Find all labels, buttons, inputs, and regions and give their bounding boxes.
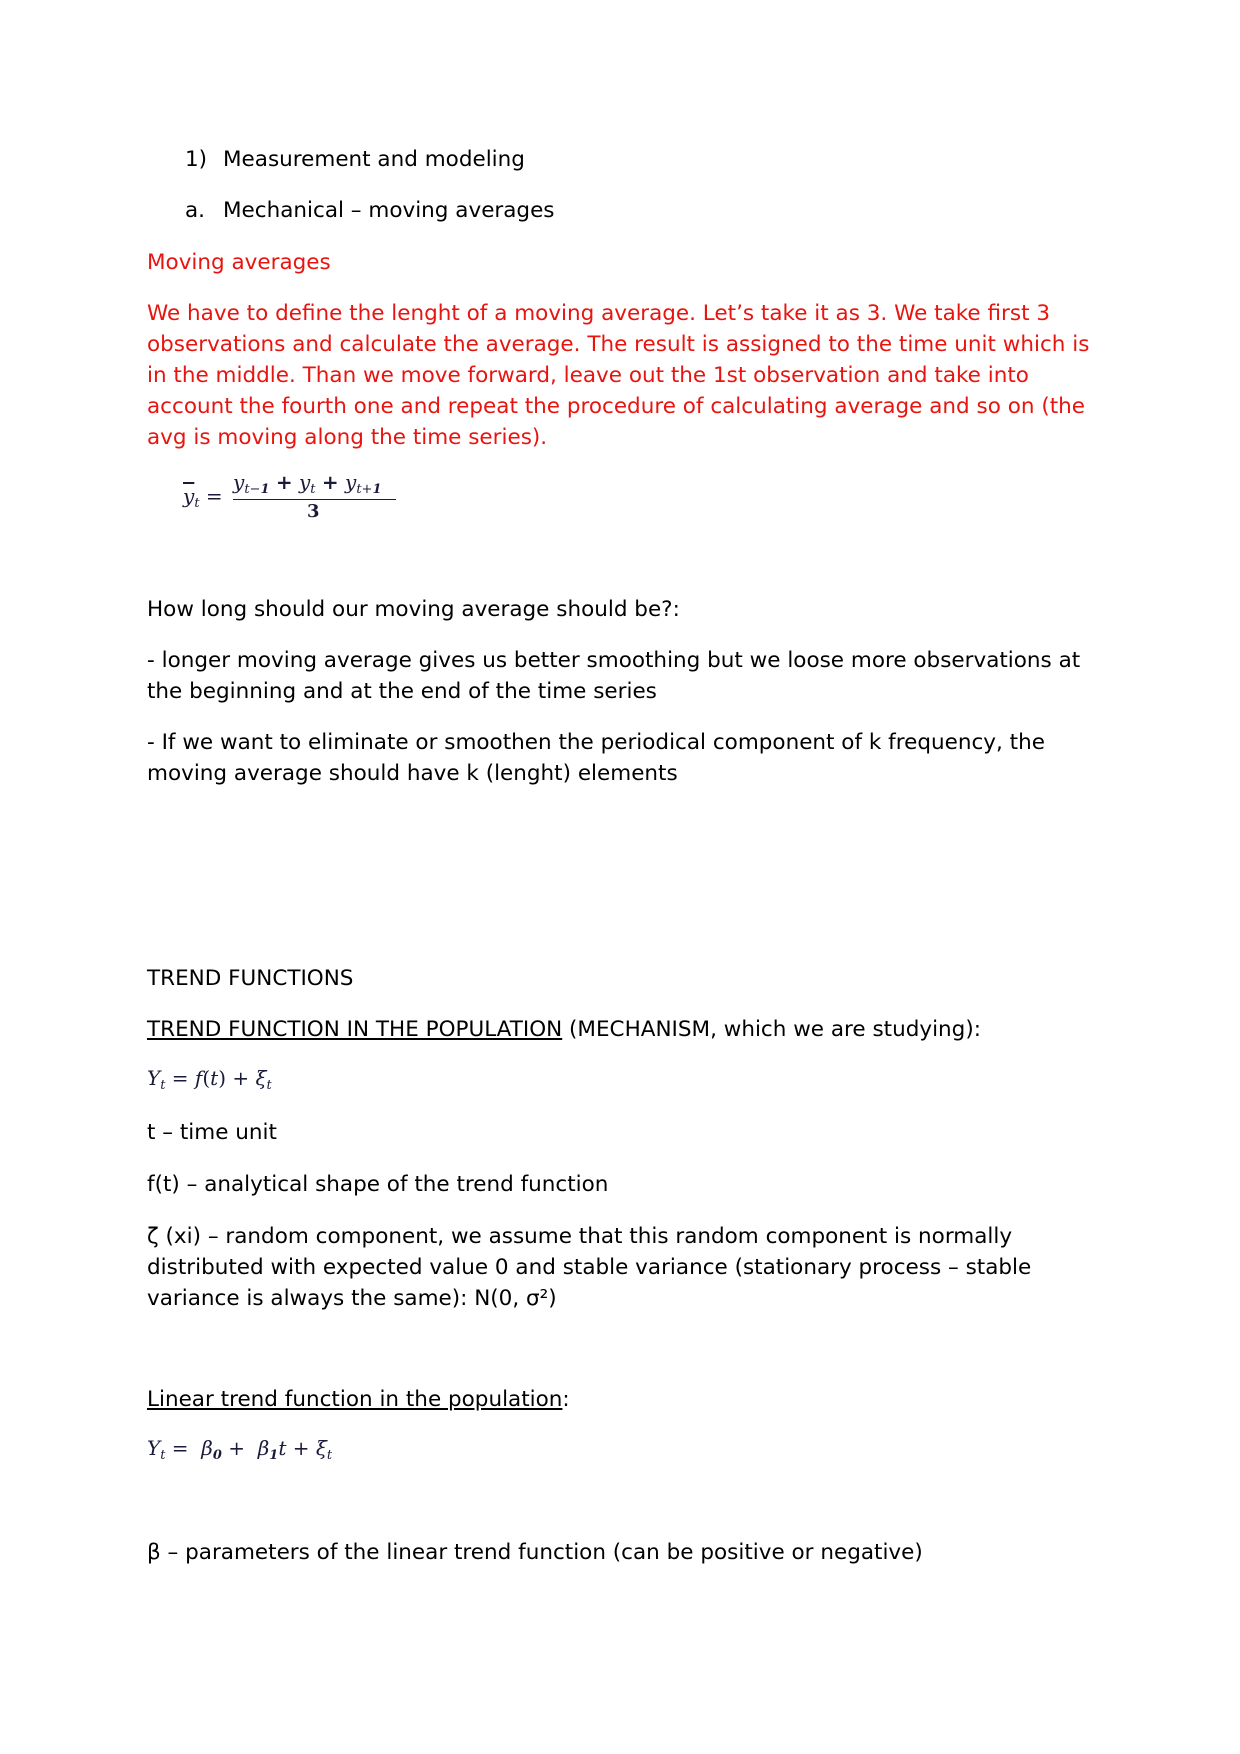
formula-numerator: $y_{t-1} + y_t + y_{t+1}$ xyxy=(233,470,382,497)
list-item-text: Mechanical – moving averages xyxy=(223,198,555,223)
moving-average-formula xyxy=(183,470,403,532)
trend-formula: $Y_t = f(t) + \xi_t$ xyxy=(147,1066,272,1093)
linear-trend-label: Linear trend function in the population xyxy=(147,1387,563,1412)
moving-averages-title: Moving averages xyxy=(147,250,331,275)
list-letter: a. xyxy=(185,198,206,223)
beta-definition: β – parameters of the linear trend function (can be positive or negative) xyxy=(147,1540,923,1565)
moving-averages-paragraph: We have to define the lenght of a moving average. Let’s take it as 3. We take first 3 observations and calculate the average. The result is assigned to the time unit which is in the middle. Than we move forward, leave out the 1st observation and take into account the fourth one and repeat the procedure of calculating average and so on (the avg is moving along the time series). xyxy=(147,301,1090,450)
trend-population-rest: (MECHANISM, which we are studying): xyxy=(562,1017,981,1042)
trend-population-heading xyxy=(147,1014,1097,1045)
length-question: How long should our moving average should be?: xyxy=(147,597,680,622)
trend-population-label: TREND FUNCTION IN THE POPULATION xyxy=(147,1017,563,1042)
trend-functions-title: TREND FUNCTIONS xyxy=(147,966,354,991)
linear-trend-formula: $Y_t = \beta_0 + \beta_1t + \xi_t$ xyxy=(147,1436,333,1463)
ft-definition: f(t) – analytical shape of the trend function xyxy=(147,1172,609,1197)
formula-denominator: 3 xyxy=(307,501,320,522)
formula-lhs: $\overline{y}_t$ = xyxy=(183,484,223,511)
xi-definition: ζ (xi) – random component, we assume that this random component is normally distributed with expected value 0 and stable variance (stationary process – stable variance is always the same): N(0, σ²) xyxy=(147,1224,1032,1311)
t-definition: t – time unit xyxy=(147,1120,277,1145)
list-item-1 xyxy=(185,144,1135,175)
list-number: 1) xyxy=(185,147,208,172)
list-item-text: Measurement and modeling xyxy=(223,147,525,172)
list-item-a xyxy=(185,195,1135,226)
linear-trend-heading: Linear trend function in the population: xyxy=(147,1387,570,1412)
length-point-1: - longer moving average gives us better smoothing but we loose more observations at the beginning and at the end of the time series xyxy=(147,648,1081,704)
length-point-2: - If we want to eliminate or smoothen the periodical component of k frequency, the moving average should have k (lenght) elements xyxy=(147,730,1045,786)
fraction-bar xyxy=(233,499,396,500)
